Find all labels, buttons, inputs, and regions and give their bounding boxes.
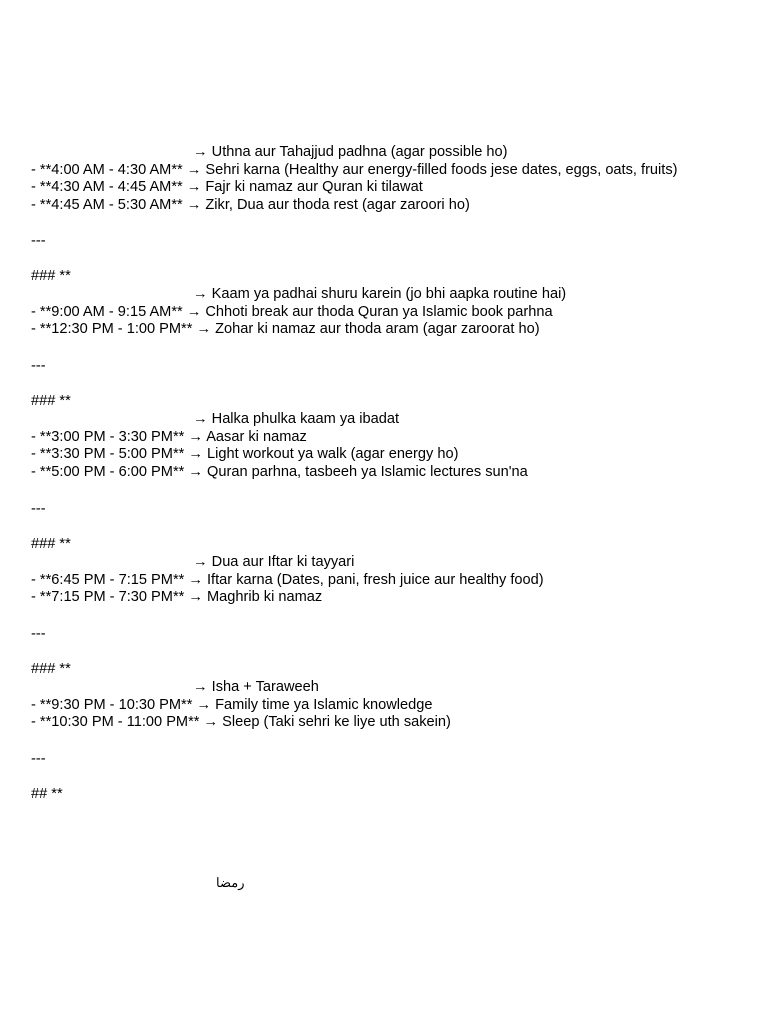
section-heading: ### **: [31, 536, 71, 552]
separator: ---: [31, 751, 46, 767]
schedule-line: - **4:00 AM - 4:30 AM** → Sehri karna (Healthy aur energy-filled foods jese dates, eggs, oats, fruits): [31, 162, 678, 178]
schedule-line: → Kaam ya padhai shuru karein (jo bhi aapka routine hai): [193, 286, 567, 302]
schedule-line: - **3:00 PM - 3:30 PM** → Aasar ki namaz: [31, 429, 307, 445]
schedule-line: - **10:30 PM - 11:00 PM** → Sleep (Taki sehri ke liye uth sakein): [31, 714, 451, 730]
section-heading: ## **: [31, 786, 63, 802]
separator: ---: [31, 358, 46, 374]
separator: ---: [31, 501, 46, 517]
schedule-line: - **4:45 AM - 5:30 AM** → Zikr, Dua aur thoda rest (agar zaroori ho): [31, 197, 470, 213]
schedule-line: - **9:00 AM - 9:15 AM** → Chhoti break aur thoda Quran ya Islamic book parhna: [31, 304, 553, 320]
schedule-line: - **3:30 PM - 5:00 PM** → Light workout ya walk (agar energy ho): [31, 446, 459, 462]
schedule-line: - **7:15 PM - 7:30 PM** → Maghrib ki namaz: [31, 589, 323, 605]
schedule-line: → Uthna aur Tahajjud padhna (agar possible ho): [193, 144, 508, 160]
separator: ---: [31, 233, 46, 249]
section-heading: ### **: [31, 393, 71, 409]
schedule-line: → Dua aur Iftar ki tayyari: [193, 554, 355, 570]
schedule-line: → Isha + Taraweeh: [193, 679, 319, 695]
schedule-line: → Halka phulka kaam ya ibadat: [193, 411, 400, 427]
schedule-line: - **9:30 PM - 10:30 PM** → Family time ya Islamic knowledge: [31, 697, 433, 713]
schedule-line: - **4:30 AM - 4:45 AM** → Fajr ki namaz aur Quran ki tilawat: [31, 179, 423, 195]
separator: ---: [31, 626, 46, 642]
schedule-line: - **5:00 PM - 6:00 PM** → Quran parhna, tasbeeh ya Islamic lectures sun'na: [31, 464, 528, 480]
schedule-line: - **12:30 PM - 1:00 PM** → Zohar ki namaz aur thoda aram (agar zaroorat ho): [31, 321, 540, 337]
section-heading: ### **: [31, 661, 71, 677]
section-heading: ### **: [31, 268, 71, 284]
schedule-line: - **6:45 PM - 7:15 PM** → Iftar karna (Dates, pani, fresh juice aur healthy food): [31, 572, 544, 588]
footer-arabic-text: رمضا: [216, 875, 245, 890]
